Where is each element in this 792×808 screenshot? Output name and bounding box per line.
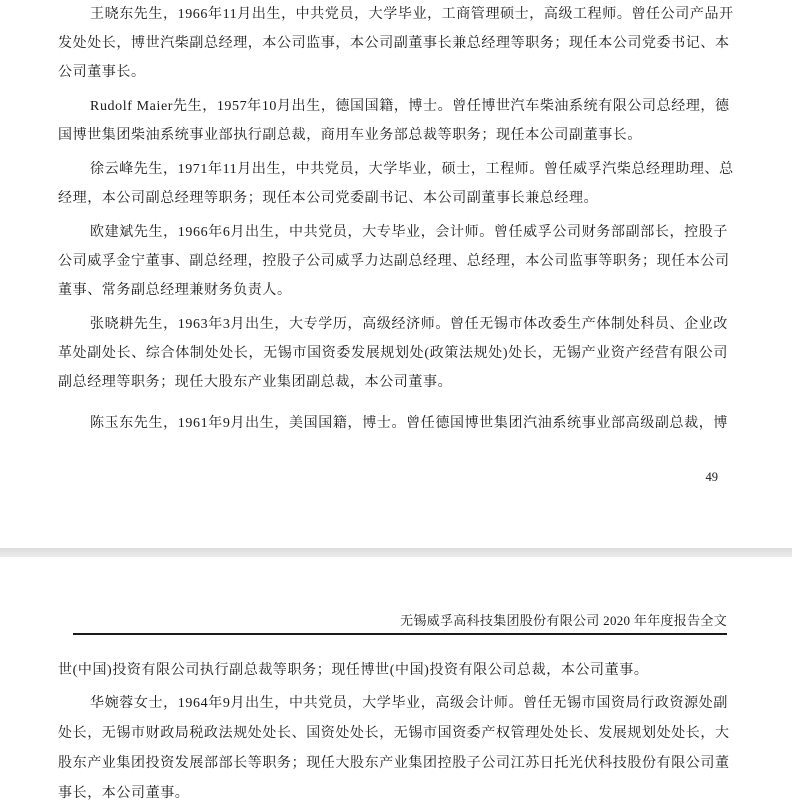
page-header-title: 无锡威孚高科技集团股份有限公司 2020 年年度报告全文 (400, 613, 727, 628)
page2-body (58, 656, 728, 808)
text-line: 公司威孚金宁董事、副总经理，控股子公司威孚力达副总经理、总经理，本公司监事等职务；现任本公司 (58, 254, 730, 269)
header-rule (73, 633, 727, 635)
text-line: Rudolf Maier先生，1957年10月出生，德国国籍，博士。曾任博世汽车柴油系统有限公司总经理，德 (90, 99, 730, 114)
text-line: 发处处长，博世汽柴副总经理，本公司监事，本公司副董事长兼总经理等职务；现任本公司党委书记、本 (58, 36, 730, 51)
text-line: 陈玉东先生，1961年9月出生，美国国籍，博士。曾任德国博世集团汽油系统事业部高级副总裁，博 (90, 416, 728, 431)
text-line: 华婉蓉女士，1964年9月出生，中共党员，大学毕业，高级会计师。曾任无锡市国资局行政资源处副 (90, 696, 728, 711)
text-line: 欧建斌先生，1966年6月出生，中共党员，大专毕业，会计师。曾任威孚公司财务部副部长，控股子 (90, 225, 728, 240)
text-line: 世(中国)投资有限公司执行副总裁等职务；现任博世(中国)投资有限公司总裁，本公司董事。 (58, 663, 649, 678)
page1-body (58, 0, 734, 438)
paragraph (58, 218, 728, 305)
paragraph (58, 310, 728, 397)
paragraph (58, 0, 734, 87)
paragraph (58, 656, 728, 686)
text-line: 股东产业集团投资发展部部长等职务；现任大股东产业集团控股子公司江苏日托光伏科技股份有限公司董 (58, 756, 730, 771)
text-line: 董事、常务副总经理兼财务负责人。 (58, 283, 292, 298)
text-line: 王晓东先生，1966年11月出生，中共党员，大学毕业，工商管理硕士，高级工程师。曾任公司产品开 (90, 7, 734, 22)
paragraph (58, 689, 728, 808)
text-line: 副总经理等职务；现任大股东产业集团副总裁，本公司董事。 (58, 375, 453, 390)
page-number: 49 (705, 470, 718, 484)
text-line: 国博世集团柴油系统事业部执行副总裁，商用车业务部总裁等职务；现任本公司副董事长。 (58, 128, 642, 143)
text-line: 革处副处长、综合体制处处长，无锡市国资委发展规划处(政策法规处)处长，无锡产业资产经营有限公司 (58, 346, 728, 361)
page-separator (0, 548, 792, 557)
text-line: 徐云峰先生，1971年11月出生，中共党员，大学毕业，硕士，工程师。曾任威孚汽柴总经理助理、总 (90, 162, 734, 177)
paragraph (58, 409, 728, 438)
text-line: 处长，无锡市财政局税政法规处处长、国资处处长，无锡市国资委产权管理处处长、发展规划处处长，大 (58, 726, 730, 741)
text-line: 事长，本公司董事。 (58, 786, 190, 801)
paragraph (58, 92, 728, 150)
text-line: 经理，本公司副总经理等职务；现任本公司党委副书记、本公司副董事长兼总经理。 (58, 191, 599, 206)
text-line: 张晓耕先生，1963年3月出生，大专学历，高级经济师。曾任无锡市体改委生产体制处科员、企业改 (90, 317, 728, 332)
paragraph (58, 155, 734, 213)
text-line: 公司董事长。 (58, 65, 146, 80)
